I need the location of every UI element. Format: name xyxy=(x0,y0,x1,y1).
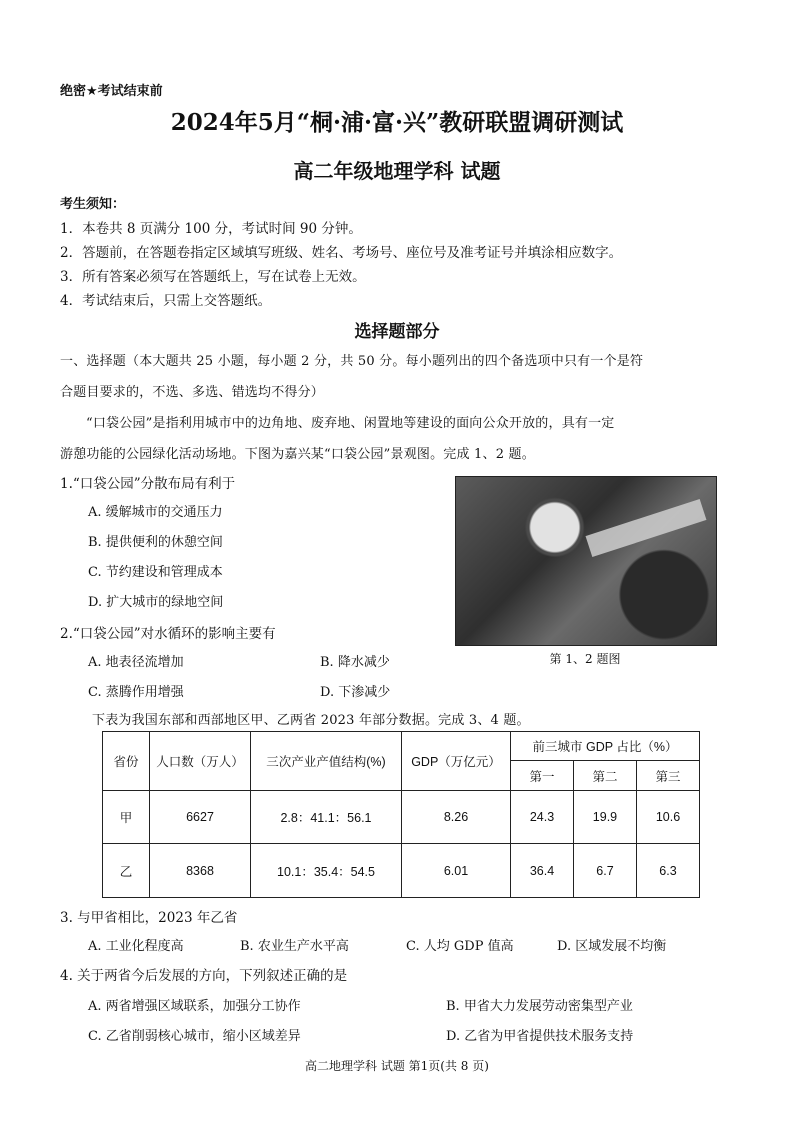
question-4-option: A. 两省增强区域联系，加强分工协作 xyxy=(88,999,301,1014)
question-1-option: D. 扩大城市的绿地空间 xyxy=(88,595,224,610)
cell-third: 10.6 xyxy=(636,791,699,844)
header-province: 省份 xyxy=(103,732,150,791)
header-third: 第三 xyxy=(636,761,699,791)
question-3-option: C. 人均 GDP 值高 xyxy=(406,939,514,954)
question-2-stem: 2.“口袋公园”对水循环的影响主要有 xyxy=(60,626,276,642)
cell-gdp: 8.26 xyxy=(402,791,511,844)
question-4-option: D. 乙省为甲省提供技术服务支持 xyxy=(446,1029,634,1044)
figure-caption: 第 1、2 题图 xyxy=(549,652,621,666)
header-gdp: GDP（万亿元） xyxy=(402,732,511,791)
table-row xyxy=(103,791,700,844)
question-4-option: B. 甲省大力发展劳动密集型产业 xyxy=(446,999,633,1014)
notice-item: 1．本卷共 8 页满分 100 分，考试时间 90 分钟。 xyxy=(60,221,362,237)
header-first: 第一 xyxy=(511,761,574,791)
province-data-table xyxy=(102,731,700,898)
exam-title: 2024年5月“桐·浦·富·兴”教研联盟调研测试 xyxy=(170,109,624,136)
pocket-park-photo xyxy=(455,476,717,646)
cell-province: 甲 xyxy=(103,791,150,844)
section-title: 选择题部分 xyxy=(354,322,440,342)
header-population: 人口数（万人） xyxy=(150,732,251,791)
page-footer: 高二地理学科 试题 第1页(共 8 页) xyxy=(305,1059,489,1073)
question-2-option: A. 地表径流增加 xyxy=(88,655,184,670)
question-1-option: B. 提供便利的休憩空间 xyxy=(88,535,223,550)
cell-gdp: 6.01 xyxy=(402,844,511,898)
header-structure: 三次产业产值结构(%) xyxy=(251,732,402,791)
question-3-stem: 3. 与甲省相比，2023 年乙省 xyxy=(60,910,238,926)
cell-structure: 10.1：35.4：54.5 xyxy=(251,844,402,898)
cell-third: 6.3 xyxy=(636,844,699,898)
exam-subtitle: 高二年级地理学科 试题 xyxy=(293,159,501,183)
passage-text: “口袋公园”是指利用城市中的边角地、废弃地、闲置地等建设的面向公众开放的，具有一定 xyxy=(86,416,615,431)
header-top3: 前三城市 GDP 占比（%） xyxy=(511,732,700,761)
notice-heading: 考生须知： xyxy=(60,197,126,212)
question-2-option: B. 降水减少 xyxy=(320,655,390,670)
notice-item: 4．考试结束后，只需上交答题纸。 xyxy=(60,293,272,309)
cell-first: 24.3 xyxy=(511,791,574,844)
question-1-stem: 1.“口袋公园”分散布局有利于 xyxy=(60,476,236,492)
confidential-label: 绝密★考试结束前 xyxy=(60,84,163,99)
table-row xyxy=(103,844,700,898)
question-4-option: C. 乙省削弱核心城市，缩小区域差异 xyxy=(88,1029,301,1044)
cell-structure: 2.8：41.1：56.1 xyxy=(251,791,402,844)
section-instruction: 一、选择题（本大题共 25 小题，每小题 2 分，共 50 分。每小题列出的四个备选项中只有一个是符 xyxy=(60,354,644,369)
question-2-option: D. 下渗减少 xyxy=(320,685,391,700)
cell-second: 19.9 xyxy=(573,791,636,844)
question-1-option: C. 节约建设和管理成本 xyxy=(88,565,223,580)
table-intro: 下表为我国东部和西部地区甲、乙两省 2023 年部分数据。完成 3、4 题。 xyxy=(92,713,530,728)
question-3-option: A. 工业化程度高 xyxy=(88,939,184,954)
passage-text: 游憩功能的公园绿化活动场地。下图为嘉兴某“口袋公园”景观图。完成 1、2 题。 xyxy=(60,447,535,462)
section-instruction: 合题目要求的，不选、多选、错选均不得分） xyxy=(60,385,325,400)
cell-population: 6627 xyxy=(150,791,251,844)
question-3-option: D. 区域发展不均衡 xyxy=(557,939,667,954)
question-4-stem: 4. 关于两省今后发展的方向，下列叙述正确的是 xyxy=(60,968,348,984)
question-2-option: C. 蒸腾作用增强 xyxy=(88,685,184,700)
question-3-option: B. 农业生产水平高 xyxy=(240,939,349,954)
question-1-option: A. 缓解城市的交通压力 xyxy=(88,505,223,520)
cell-second: 6.7 xyxy=(573,844,636,898)
cell-province: 乙 xyxy=(103,844,150,898)
notice-item: 3．所有答案必须写在答题纸上，写在试卷上无效。 xyxy=(60,269,366,285)
header-second: 第二 xyxy=(573,761,636,791)
cell-first: 36.4 xyxy=(511,844,574,898)
notice-item: 2．答题前，在答题卷指定区域填写班级、姓名、考场号、座位号及准考证号并填涂相应数字。 xyxy=(60,245,623,261)
cell-population: 8368 xyxy=(150,844,251,898)
